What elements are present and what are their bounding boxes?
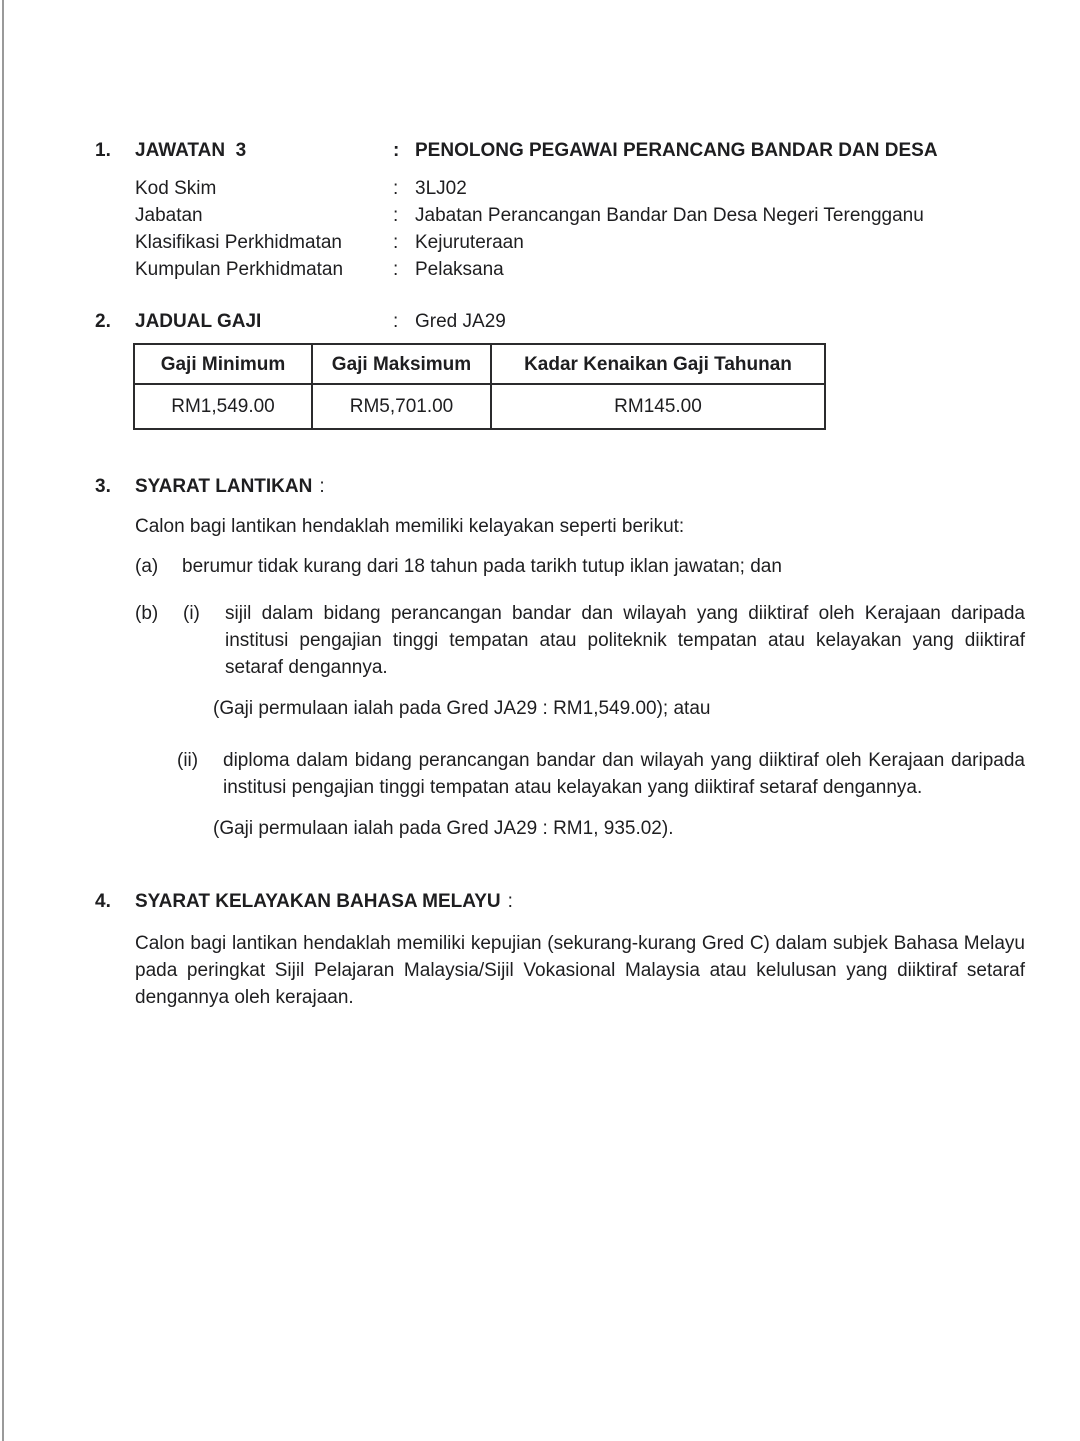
detail-colon: : [393, 178, 399, 199]
section-2-colon: : [393, 311, 399, 332]
salary-table-header-row [134, 344, 825, 384]
section-4-body: Calon bagi lantikan hendaklah memiliki kepujian (sekurang-kurang Gred C) dalam subjek Bahasa Melayu pada peringkat Sijil Pelajaran Malaysia/Sijil Vokasional Malaysia atau kelulusan yang diiktiraf setaraf dengannya oleh kerajaan. [135, 933, 1025, 1008]
detail-value: 3LJ02 [415, 178, 467, 199]
section-2-number: 2. [95, 311, 111, 332]
salary-note-sijil: (Gaji permulaan ialah pada Gred JA29 : RM1,549.00); atau [213, 698, 711, 719]
section-4-colon: : [507, 891, 513, 912]
section-4-heading [95, 888, 1025, 915]
salary-table-header-kadar-kenaikan: Kadar Kenaikan Gaji Tahunan [491, 344, 825, 384]
page-edge-line [2, 0, 4, 1441]
item-b-ii-text: diploma dalam bidang perancangan bandar dan wilayah yang diiktiraf oleh Kerajaan daripada institusi pengajian tinggi tempatan atau kelayakan yang diiktiraf setaraf dengannya. [223, 750, 1025, 798]
detail-value: Pelaksana [415, 259, 504, 280]
detail-label: Jabatan [135, 205, 203, 226]
section-2-title: JADUAL GAJI [135, 311, 262, 332]
section-1-details [95, 175, 1025, 283]
detail-label: Kod Skim [135, 178, 217, 199]
section-3-number: 3. [95, 476, 111, 497]
section-4-number: 4. [95, 891, 111, 912]
section-3-intro: Calon bagi lantikan hendaklah memiliki kelayakan seperti berikut: [135, 516, 685, 537]
section-2-heading [95, 308, 1025, 335]
item-b-marker: (b) [135, 603, 159, 624]
section-1-value: PENOLONG PEGAWAI PERANCANG BANDAR DAN DESA [415, 140, 938, 161]
salary-table [133, 343, 826, 430]
detail-row-klasifikasi [95, 229, 1025, 256]
detail-value: Jabatan Perancangan Bandar Dan Desa Negeri Terengganu [415, 205, 924, 226]
detail-row-kod-skim [95, 175, 1025, 202]
detail-colon: : [393, 232, 399, 253]
item-a-text: berumur tidak kurang dari 18 tahun pada tarikh tutup iklan jawatan; dan [182, 556, 782, 577]
item-b-ii-marker: (ii) [177, 750, 199, 771]
salary-increment-value: RM145.00 [491, 384, 825, 429]
detail-row-jabatan [95, 202, 1025, 229]
salary-min-value: RM1,549.00 [134, 384, 312, 429]
salary-table-data-row [134, 384, 825, 429]
document-page [95, 137, 1025, 1011]
section-3-title: SYARAT LANTIKAN [135, 476, 313, 497]
section-1-heading [95, 137, 1025, 164]
section-4-title: SYARAT KELAYAKAN BAHASA MELAYU [135, 891, 501, 912]
detail-value: Kejuruteraan [415, 232, 524, 253]
section-1-title: JAWATAN 3 [135, 140, 247, 161]
detail-colon: : [393, 205, 399, 226]
salary-max-value: RM5,701.00 [312, 384, 491, 429]
section-1-colon: : [393, 140, 400, 161]
requirement-item-b-i [135, 600, 1025, 681]
detail-label: Klasifikasi Perkhidmatan [135, 232, 342, 253]
item-b-i-text: sijil dalam bidang perancangan bandar dan wilayah yang diiktiraf oleh Kerajaan daripada institusi pengajian tinggi tempatan atau politeknik tempatan atau kelayakan yang diiktiraf setaraf dengannya. [225, 603, 1025, 678]
section-2-value: Gred JA29 [415, 311, 506, 332]
detail-colon: : [393, 259, 399, 280]
requirement-item-b-ii [177, 747, 1025, 801]
salary-table-header-gaji-maksimum: Gaji Maksimum [312, 344, 491, 384]
detail-label: Kumpulan Perkhidmatan [135, 259, 344, 280]
section-1-number: 1. [95, 140, 111, 161]
detail-row-kumpulan [95, 256, 1025, 283]
section-3-heading [95, 473, 1025, 500]
section-3-colon: : [319, 476, 325, 497]
salary-note-diploma: (Gaji permulaan ialah pada Gred JA29 : RM1, 935.02). [213, 818, 674, 839]
salary-table-header-gaji-minimum: Gaji Minimum [134, 344, 312, 384]
item-b-i-marker: (i) [183, 603, 200, 624]
requirement-item-a [135, 553, 1025, 580]
item-a-marker: (a) [135, 556, 159, 577]
